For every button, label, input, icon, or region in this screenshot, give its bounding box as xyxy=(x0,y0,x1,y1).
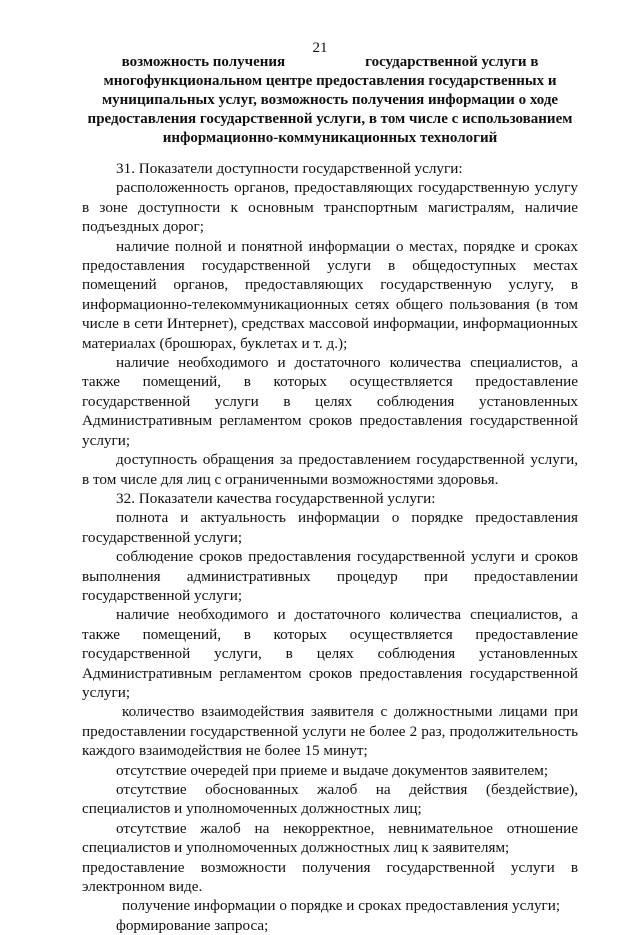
heading-rest: многофункциональном центре предоставления государственных и муниципальных услуг, возможность получения информации о ходе предоставления государственной услуги, в том числе с использованием информационно-коммуникационных технологий xyxy=(87,73,573,146)
paragraph-no-complaints: отсутствие обоснованных жалоб на действия (бездействие), специалистов и уполномоченных должностных лиц; xyxy=(82,781,578,818)
paragraph-no-incorrect-attitude: отсутствие жалоб на некорректное, невнимательное отношение специалистов и уполномоченных должностных лиц к заявителям; xyxy=(82,819,578,857)
paragraph-no-queues: отсутствие очередей при приеме и выдаче документов заявителем; xyxy=(116,761,549,779)
document-body xyxy=(82,159,578,935)
paragraph-interactions: количество взаимодействия заявителя с должностными лицами при предоставлении государственной услуги не более 2 раз, продолжительность каждого взаимодействия не более 15 минут; xyxy=(82,703,578,760)
paragraph-quality-header: 32. Показатели качества государственной услуги: xyxy=(116,489,436,507)
heading-line1-part1: возможность получения xyxy=(121,54,286,70)
paragraph-electronic: предоставление возможности получения государственной услуги в электронном виде. xyxy=(82,858,578,896)
paragraph-location: расположенность органов, предоставляющих государственную услугу в зоне доступности к основным транспортным магистралям, наличие подъездных дорог; xyxy=(82,179,578,236)
paragraph-specialists: наличие необходимого и достаточного количества специалистов, а также помещений, в которых осуществляется предоставление государственной услуги в целях соблюдения установленных Административным регламентом сроков предоставления государственной услуги; xyxy=(82,354,578,449)
paragraph-info-order: получение информации о порядке и сроках предоставления услуги; xyxy=(122,897,561,915)
section-heading xyxy=(82,53,578,148)
paragraph-deadlines: соблюдение сроков предоставления государственной услуги и сроков выполнения административных процедур при предоставлении государственной услуги; xyxy=(82,548,578,604)
paragraph-availability-header: 31. Показатели доступности государственной услуги: xyxy=(116,160,463,177)
paragraph-completeness: полнота и актуальность информации о порядке предоставления государственной услуги; xyxy=(82,509,578,546)
page-number: 21 xyxy=(312,40,328,56)
heading-line1-part2: государственной услуги в xyxy=(365,54,539,70)
paragraph-specialists-quality: наличие необходимого и достаточного количества специалистов, а также помещений, в которых осуществляется предоставление государственной услуги, в целях соблюдения установленных Административным регламентом сроков предоставления государственной услуги; xyxy=(82,606,578,701)
paragraph-information: наличие полной и понятной информации о местах, порядке и сроках предоставления государственной услуги в общедоступных местах помещений органов, предоставляющих государственную услугу, в информационно-телекоммуникационных сетях общего пользования (в том числе в сети Интернет), средствах массовой информации, информационных материалах (брошюрах, буклетах и т. д.); xyxy=(82,237,578,352)
paragraph-request-forming: формирование запроса; xyxy=(116,916,269,934)
paragraph-accessibility: доступность обращения за предоставлением государственной услуги, в том числе для лиц с ограниченными возможностями здоровья. xyxy=(82,451,578,488)
